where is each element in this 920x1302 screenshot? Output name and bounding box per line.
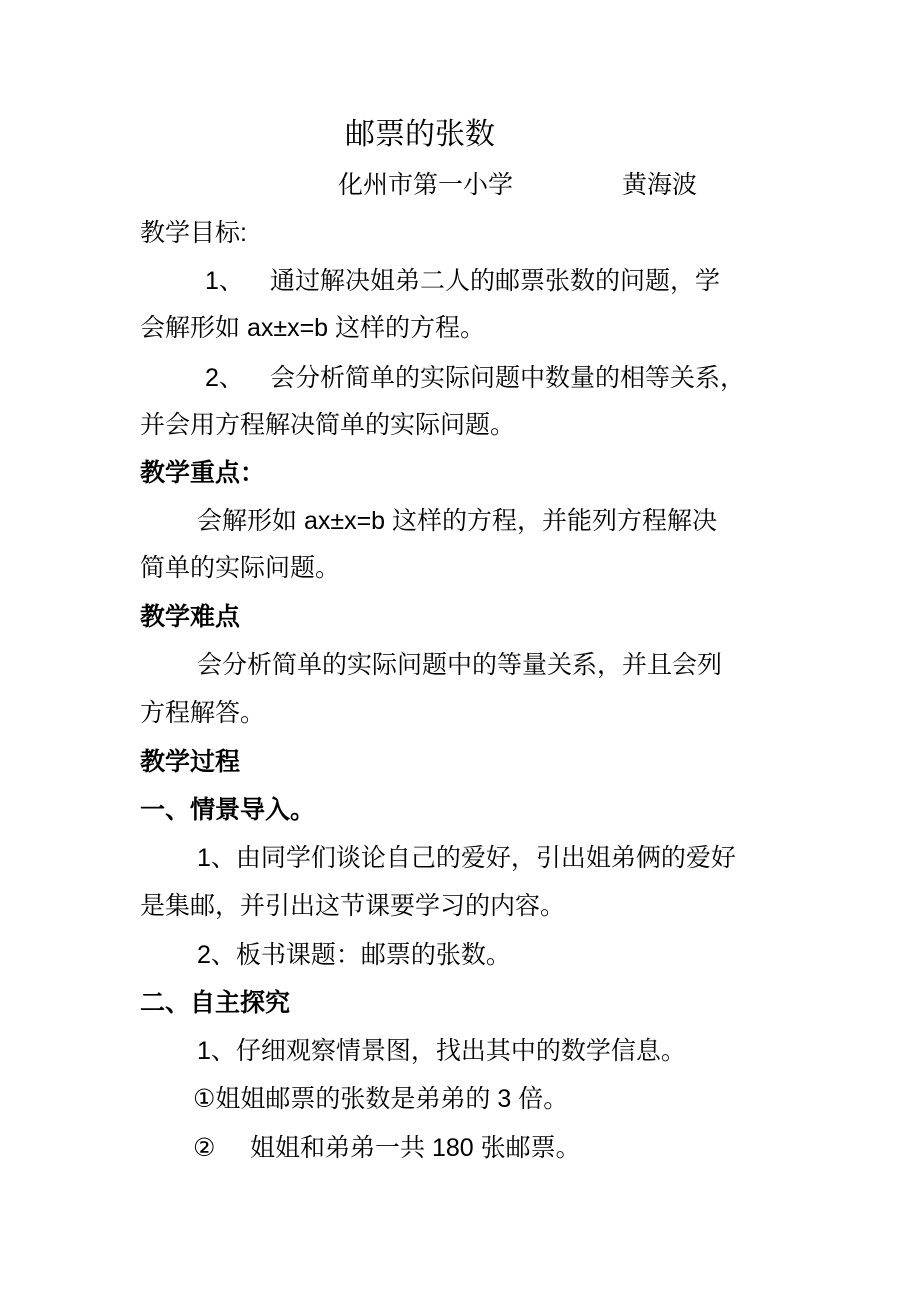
objective-2-number: 2、 (205, 364, 244, 392)
difficulties-text-cont: 方程解答。 (140, 699, 266, 727)
author-name: 黄海波 (622, 171, 698, 199)
objective-1-text: 通过解决姐弟二人的邮票张数的问题，学 (270, 267, 721, 295)
section-1-item-1: 1、由同学们谈论自己的爱好，引出姐弟俩的爱好 (197, 844, 736, 872)
objectives-heading: 教学目标: (140, 219, 247, 247)
section-1-heading: 一、情景导入。 (140, 796, 316, 824)
objective-1-text-cont: 会解形如 ax±x=b 这样的方程。 (140, 314, 486, 342)
info-1: ①姐姐邮票的张数是弟弟的 3 倍。 (193, 1085, 569, 1113)
difficulties-heading: 教学难点 (140, 603, 241, 631)
objective-1-number: 1、 (205, 267, 244, 295)
document-title: 邮票的张数 (345, 118, 495, 151)
section-1-item-2: 2、板书课题：邮票的张数。 (197, 941, 511, 969)
objective-2-text: 会分析简单的实际问题中数量的相等关系， (270, 364, 746, 392)
school-name: 化州市第一小学 (338, 171, 514, 199)
section-2-heading: 二、自主探究 (140, 989, 291, 1017)
process-heading: 教学过程 (140, 748, 241, 776)
info-2: 姐姐和弟弟一共 180 张邮票。 (250, 1134, 581, 1162)
objective-2-text-cont: 并会用方程解决简单的实际问题。 (140, 411, 516, 439)
section-1-item-1-cont: 是集邮，并引出这节课要学习的内容。 (140, 892, 566, 920)
difficulties-text: 会分析简单的实际问题中的等量关系，并且会列 (197, 651, 723, 679)
key-points-text: 会解形如 ax±x=b 这样的方程，并能列方程解决 (197, 507, 718, 535)
info-2-marker: ② (193, 1134, 216, 1162)
key-points-text-cont: 简单的实际问题。 (140, 554, 341, 582)
key-points-heading: 教学重点： (140, 459, 266, 487)
section-2-item-1: 1、仔细观察情景图，找出其中的数学信息。 (197, 1037, 686, 1065)
